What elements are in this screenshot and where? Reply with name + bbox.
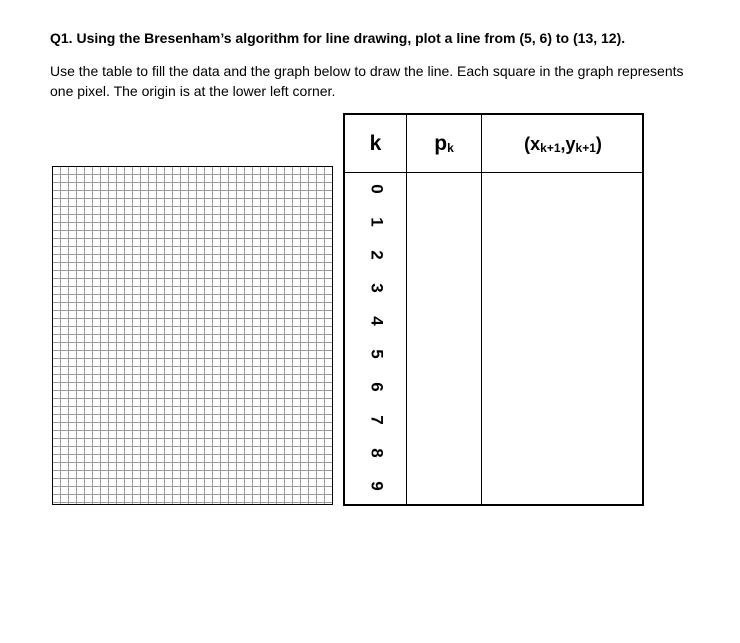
k-value-cell: 9 bbox=[368, 481, 387, 491]
k-value-cell: 7 bbox=[368, 415, 387, 425]
column-divider-pk bbox=[481, 115, 482, 504]
k-value-cell: 8 bbox=[368, 448, 387, 458]
k-value-cell: 0 bbox=[368, 184, 387, 194]
column-divider-k bbox=[406, 115, 407, 504]
k-value-cell: 5 bbox=[368, 349, 387, 359]
header-next-coordinate bbox=[482, 115, 644, 173]
k-value-cell: 3 bbox=[368, 283, 387, 293]
header-k-label: k bbox=[369, 132, 382, 155]
header-pk bbox=[407, 115, 481, 173]
header-next-coordinate-label: $(x_{k+1},y_{k+1})$ bbox=[524, 133, 602, 155]
instructions-text: Use the table to fill the data and the graph below to draw the line. Each square in the graph represents one pixel. The origin is at the lower left corner. bbox=[50, 63, 684, 99]
header-k bbox=[345, 115, 406, 173]
question-title: Q1. Using the Bresenham’s algorithm for line drawing, plot a line from (5, 6) to (13, 12). bbox=[50, 30, 626, 46]
k-value-cell: 6 bbox=[368, 382, 387, 392]
k-value-cell: 4 bbox=[368, 316, 387, 326]
k-value-cell: 2 bbox=[368, 250, 387, 260]
pixel-graph-grid[interactable] bbox=[52, 166, 333, 505]
header-pk-label: $p_k$ bbox=[434, 132, 454, 155]
k-value-cell: 1 bbox=[368, 217, 387, 227]
bresenham-table bbox=[343, 113, 644, 506]
